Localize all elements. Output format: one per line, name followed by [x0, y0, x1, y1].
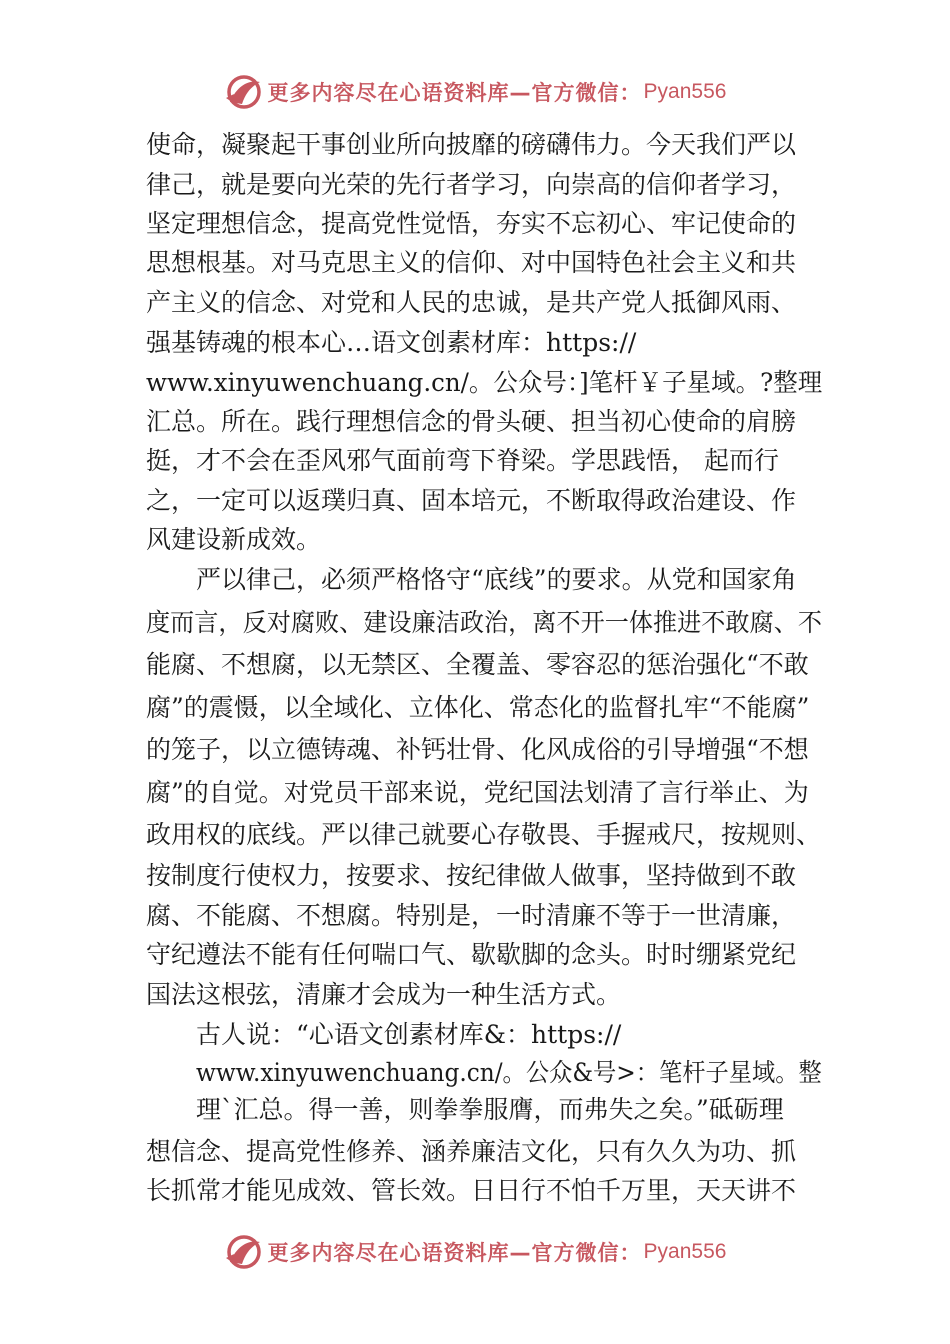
text-line: 政用权的底线。严以律己就要心存敬畏、手握戒尺，按规则、 — [146, 820, 822, 849]
paragraph-start: 严以律己，必须严格恪守“底线”的要求。从党和国家角 — [196, 565, 797, 594]
header-banner — [0, 70, 950, 114]
brand-logo-icon — [224, 1232, 264, 1272]
text-line: 理`汇总。得一善，则拳拳服膺，而弗失之矣。”砥砺理 — [196, 1095, 784, 1124]
text-line: 度而言，反对腐败、建设廉洁政治，离不开一体推进不敢腐、不 — [146, 608, 823, 637]
wechat-id: Pyan556 — [643, 80, 727, 103]
text-line: 之，一定可以返璞归真、固本培元，不断取得政治建设、作 — [146, 486, 797, 515]
banner-text: 更多内容尽在心语资料库—官方微信： — [267, 81, 642, 105]
text-line: www.xinyuwenchuang.cn/。公众&号>：笔杆子星域。整 — [196, 1058, 822, 1087]
brand-logo-icon — [224, 72, 264, 112]
text-line: 思想根基。对马克思主义的信仰、对中国特色社会主义和共 — [146, 248, 797, 277]
text-line: 想信念、提高党性修养、涵养廉洁文化，只有久久为功、抓 — [146, 1137, 797, 1166]
text-line: 国法这根弦，清廉才会成为一种生活方式。 — [146, 980, 622, 1009]
text-line: 长抓常才能见成效、管长效。日日行不怕千万里，天天讲不 — [146, 1176, 797, 1205]
text-line: 坚定理想信念，提高党性觉悟，夯实不忘初心、牢记使命的 — [146, 209, 797, 238]
text-line: 产主义的信念、对党和人民的忠诚，是共产党人抵御风雨、 — [146, 288, 797, 317]
text-line: 风建设新成效。 — [146, 525, 322, 554]
text-line: 腐”的自觉。对党员干部来说，党纪国法划清了言行举止、为 — [146, 778, 809, 807]
wechat-id: Pyan556 — [643, 1240, 727, 1263]
text-line: 按制度行使权力，按要求、按纪律做人做事，坚持做到不敢 — [146, 861, 797, 890]
text-line: 守纪遵法不能有任何喘口气、歇歇脚的念头。时时绷紧党纪 — [146, 940, 797, 969]
text-line: 腐、不能腐、不想腐。特别是，一时清廉不等于一世清廉， — [146, 901, 797, 930]
text-line: 使命，凝聚起干事创业所向披靡的磅礴伟力。今天我们严以 — [146, 130, 797, 159]
text-line: 能腐、不想腐，以无禁区、全覆盖、零容忍的惩治强化“不敢 — [146, 650, 809, 679]
paragraph-start: 古人说：“心语文创素材库&：https:// — [196, 1020, 622, 1049]
banner-text: 更多内容尽在心语资料库—官方微信： — [267, 1241, 642, 1265]
text-line: 律己，就是要向光荣的先行者学习，向崇高的信仰者学习， — [146, 170, 797, 199]
text-line: 挺，才不会在歪风邪气面前弯下脊梁。学思践悟， 起而行 — [146, 446, 779, 475]
text-line: 汇总。所在。践行理想信念的骨头硬、担当初心使命的肩膀 — [146, 407, 797, 436]
text-line: 强基铸魂的根本心…语文创素材库：https:// — [146, 328, 637, 357]
text-line: 腐”的震慑，以全域化、立体化、常态化的监督扎牢“不能腐” — [146, 693, 810, 722]
text-line: www.xinyuwenchuang.cn/。公众号：]笔杆￥子星域。?整理 — [146, 368, 823, 397]
text-line: 的笼子，以立德铸魂、补钙壮骨、化风成俗的引导增强“不想 — [146, 735, 809, 764]
footer-banner — [0, 1230, 950, 1274]
